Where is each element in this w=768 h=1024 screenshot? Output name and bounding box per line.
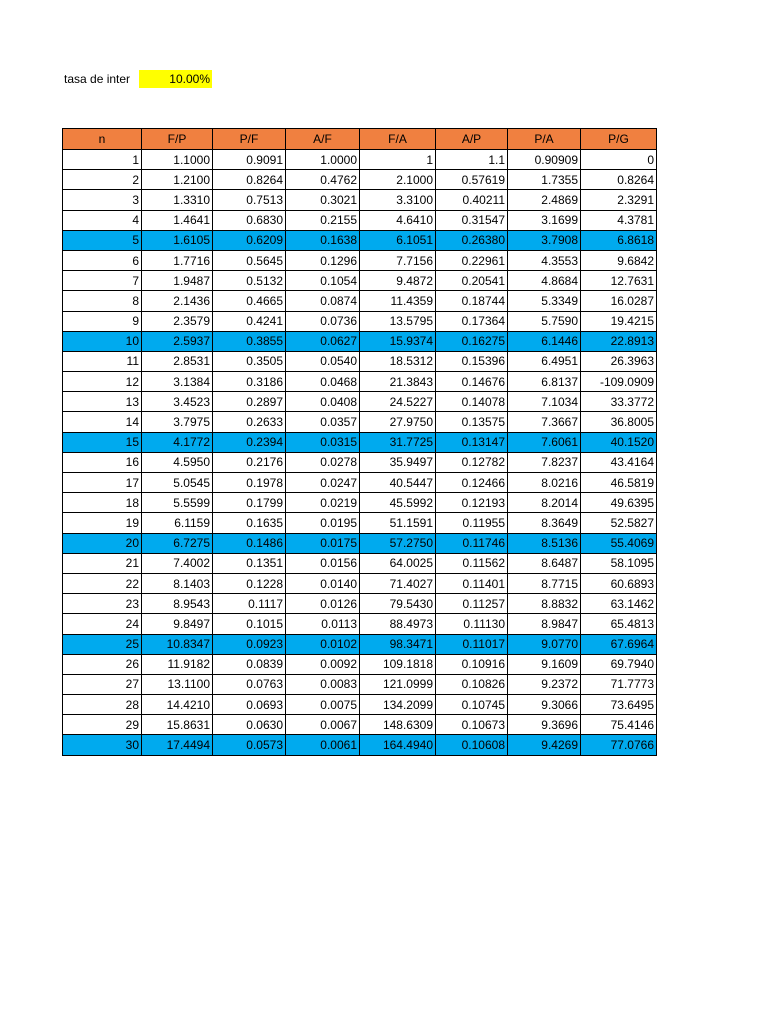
table-cell[interactable]: 15.8631 [142,715,213,735]
table-cell[interactable]: 0.0113 [286,614,360,634]
table-cell[interactable]: 9.8497 [142,614,213,634]
table-cell[interactable]: 7.1034 [508,392,581,412]
table-header-row [63,129,657,150]
table-cell[interactable]: 15 [63,432,142,452]
table-cell[interactable]: 40.1520 [581,432,657,452]
table-cell[interactable]: 164.4940 [360,735,436,755]
table-cell[interactable]: 60.6893 [581,573,657,593]
table-cell[interactable]: 5.3349 [508,291,581,311]
table-row [63,614,657,634]
table-cell[interactable]: 0.10608 [436,735,508,755]
table-cell[interactable]: 3.7908 [508,230,581,250]
table-cell[interactable]: 14 [63,412,142,432]
table-cell[interactable]: 0.1296 [286,250,360,270]
table-cell[interactable]: 9.3066 [508,695,581,715]
table-row [63,351,657,371]
table-cell[interactable]: 0.10745 [436,695,508,715]
table-cell[interactable]: 0.1638 [286,230,360,250]
table-cell[interactable]: 3.4523 [142,392,213,412]
table-cell[interactable]: 8.9543 [142,594,213,614]
table-cell[interactable]: 0.0357 [286,412,360,432]
table-row [63,715,657,735]
table-cell[interactable]: 0.20541 [436,271,508,291]
table-cell[interactable]: 46.5819 [581,473,657,493]
table-cell[interactable]: 18 [63,493,142,513]
table-cell[interactable]: 6.1051 [360,230,436,250]
table-cell[interactable]: 0.0923 [213,634,286,654]
table-cell[interactable]: 3.3100 [360,190,436,210]
table-cell[interactable]: 0.2897 [213,392,286,412]
table-cell[interactable]: 3.1699 [508,210,581,230]
table-cell[interactable]: 11.4359 [360,291,436,311]
table-row [63,452,657,472]
table-cell[interactable]: 1.3310 [142,190,213,210]
table-cell[interactable]: 0.4665 [213,291,286,311]
table-cell[interactable]: 52.5827 [581,513,657,533]
table-cell[interactable]: 0.12193 [436,493,508,513]
table-row [63,634,657,654]
table-cell[interactable]: 0.0630 [213,715,286,735]
table-cell[interactable]: 11 [63,351,142,371]
table-cell[interactable]: 8 [63,291,142,311]
table-cell[interactable]: 69.7940 [581,654,657,674]
table-cell[interactable]: 6 [63,250,142,270]
table-cell[interactable]: 21.3843 [360,372,436,392]
table-cell[interactable]: 0.11955 [436,513,508,533]
table-cell[interactable]: 2 [63,170,142,190]
table-row [63,190,657,210]
table-row [63,432,657,452]
table-cell[interactable]: 57.2750 [360,533,436,553]
table-cell[interactable]: 9.4269 [508,735,581,755]
table-cell[interactable]: 21 [63,553,142,573]
table-cell[interactable]: 0.0083 [286,674,360,694]
table-cell[interactable]: 3.1384 [142,372,213,392]
table-cell[interactable]: 0.16275 [436,331,508,351]
table-cell[interactable]: 0.0102 [286,634,360,654]
table-cell[interactable]: 148.6309 [360,715,436,735]
table-cell[interactable]: 8.6487 [508,553,581,573]
table-cell[interactable]: 4.3553 [508,250,581,270]
table-cell[interactable]: 0.15396 [436,351,508,371]
table-cell[interactable]: 1.6105 [142,230,213,250]
table-cell[interactable]: 64.0025 [360,553,436,573]
table-cell[interactable]: 0.0092 [286,654,360,674]
table-cell[interactable]: 43.4164 [581,452,657,472]
table-cell[interactable]: 23 [63,594,142,614]
table-cell[interactable]: 0.0693 [213,695,286,715]
table-cell[interactable]: 9 [63,311,142,331]
table-cell[interactable]: 0.0156 [286,553,360,573]
table-cell[interactable]: 1.0000 [286,150,360,170]
table-cell[interactable]: 8.2014 [508,493,581,513]
table-cell[interactable]: 0.1015 [213,614,286,634]
table-row [63,735,657,755]
table-cell[interactable]: 8.5136 [508,533,581,553]
table-cell[interactable]: 6.8618 [581,230,657,250]
table-cell[interactable]: 16.0287 [581,291,657,311]
table-cell[interactable]: 1.7355 [508,170,581,190]
table-cell[interactable]: 8.0216 [508,473,581,493]
table-cell[interactable]: 98.3471 [360,634,436,654]
table-cell[interactable]: 0.0468 [286,372,360,392]
table-cell[interactable]: 0.11746 [436,533,508,553]
table-cell[interactable]: 30 [63,735,142,755]
table-cell[interactable]: 24.5227 [360,392,436,412]
table-cell[interactable]: 0.6830 [213,210,286,230]
table-cell[interactable]: 22 [63,573,142,593]
table-cell[interactable]: 9.6842 [581,250,657,270]
table-cell[interactable]: 9.3696 [508,715,581,735]
table-cell[interactable]: 8.1403 [142,573,213,593]
table-cell[interactable]: 5 [63,230,142,250]
table-row [63,372,657,392]
table-cell[interactable]: 58.1095 [581,553,657,573]
table-cell[interactable]: 7.7156 [360,250,436,270]
table-cell[interactable]: 0.1117 [213,594,286,614]
table-cell[interactable]: 2.1000 [360,170,436,190]
table-cell[interactable]: 7.4002 [142,553,213,573]
table-cell[interactable]: 13.1100 [142,674,213,694]
table-row [63,412,657,432]
table-cell[interactable]: 0.0315 [286,432,360,452]
table-cell[interactable]: 29 [63,715,142,735]
table-cell[interactable]: 0.0075 [286,695,360,715]
table-cell[interactable]: 17 [63,473,142,493]
table-row [63,311,657,331]
table-cell[interactable]: 0.3505 [213,351,286,371]
table-cell[interactable]: 0.0195 [286,513,360,533]
table-cell[interactable]: 0.3855 [213,331,286,351]
table-cell[interactable]: 0.90909 [508,150,581,170]
table-cell[interactable]: 7.6061 [508,432,581,452]
table-cell[interactable]: 0.14676 [436,372,508,392]
table-cell[interactable]: 0.2394 [213,432,286,452]
column-header-a-f[interactable]: A/F [286,129,360,150]
table-row [63,250,657,270]
table-cell[interactable]: 20 [63,533,142,553]
table-cell[interactable]: 12.7631 [581,271,657,291]
table-cell[interactable]: 134.2099 [360,695,436,715]
column-header-a-p[interactable]: A/P [436,129,508,150]
table-cell[interactable]: 45.5992 [360,493,436,513]
table-row [63,291,657,311]
table-cell[interactable]: 17.4494 [142,735,213,755]
table-cell[interactable]: 0.9091 [213,150,286,170]
column-header-p-f[interactable]: P/F [213,129,286,150]
table-cell[interactable]: 0.2155 [286,210,360,230]
table-cell[interactable]: 18.5312 [360,351,436,371]
table-cell[interactable]: 31.7725 [360,432,436,452]
table-row [63,594,657,614]
table-cell[interactable]: 4.6410 [360,210,436,230]
table-cell[interactable]: 4 [63,210,142,230]
table-cell[interactable]: 0.0573 [213,735,286,755]
table-cell[interactable]: 65.4813 [581,614,657,634]
table-cell[interactable]: 0.0126 [286,594,360,614]
table-cell[interactable]: 51.1591 [360,513,436,533]
table-cell[interactable]: 1.9487 [142,271,213,291]
interest-rate-label: tasa de inter [64,72,131,86]
table-cell[interactable]: 0.0408 [286,392,360,412]
table-cell[interactable]: 0.1486 [213,533,286,553]
table-cell[interactable]: 0.0839 [213,654,286,674]
table-cell[interactable]: 0.0219 [286,493,360,513]
table-cell[interactable]: 9.0770 [508,634,581,654]
table-cell[interactable]: 0.11401 [436,573,508,593]
table-cell[interactable]: 0.14078 [436,392,508,412]
table-cell[interactable]: 73.6495 [581,695,657,715]
table-cell[interactable]: 0.4241 [213,311,286,331]
table-cell[interactable]: 3 [63,190,142,210]
interest-rate-value[interactable]: 10.00% [139,70,212,88]
table-cell[interactable]: 1.2100 [142,170,213,190]
table-cell[interactable]: 49.6395 [581,493,657,513]
table-cell[interactable]: 5.7590 [508,311,581,331]
table-cell[interactable]: 7.3667 [508,412,581,432]
table-cell[interactable]: 0.8264 [213,170,286,190]
interest-factor-table [62,128,657,756]
table-row [63,473,657,493]
table-cell[interactable]: 63.1462 [581,594,657,614]
table-cell[interactable]: 2.8531 [142,351,213,371]
column-header-f-p[interactable]: F/P [142,129,213,150]
table-cell[interactable]: 0.13575 [436,412,508,432]
table-cell[interactable]: 3.7975 [142,412,213,432]
table-cell[interactable]: 0.12466 [436,473,508,493]
table-cell[interactable]: 0.57619 [436,170,508,190]
table-cell[interactable]: 0.12782 [436,452,508,472]
table-cell[interactable]: 27.9750 [360,412,436,432]
table-cell[interactable]: 0.11017 [436,634,508,654]
table-cell[interactable]: 4.5950 [142,452,213,472]
table-cell[interactable]: 5.5599 [142,493,213,513]
table-cell[interactable]: 71.7773 [581,674,657,694]
table-cell[interactable]: 8.8832 [508,594,581,614]
table-cell[interactable]: 0.40211 [436,190,508,210]
table-row [63,150,657,170]
table-cell[interactable]: 0.0627 [286,331,360,351]
table-cell[interactable]: 4.8684 [508,271,581,291]
table-cell[interactable]: 88.4973 [360,614,436,634]
table-cell[interactable]: 36.8005 [581,412,657,432]
table-cell[interactable]: 0.10916 [436,654,508,674]
table-cell[interactable]: 1.1 [436,150,508,170]
table-cell[interactable]: 0.8264 [581,170,657,190]
table-cell[interactable]: 0.1635 [213,513,286,533]
table-row [63,573,657,593]
table-cell[interactable]: 6.1446 [508,331,581,351]
table-cell[interactable]: 6.8137 [508,372,581,392]
table-cell[interactable]: 0.2176 [213,452,286,472]
table-cell[interactable]: 0.10673 [436,715,508,735]
table-cell[interactable]: 28 [63,695,142,715]
table-cell[interactable]: 0.0874 [286,291,360,311]
table-cell[interactable]: 109.1818 [360,654,436,674]
table-cell[interactable]: 24 [63,614,142,634]
table-cell[interactable]: 79.5430 [360,594,436,614]
table-row [63,513,657,533]
table-cell[interactable]: 0.0140 [286,573,360,593]
table-cell[interactable]: 0.3021 [286,190,360,210]
table-cell[interactable]: 2.3291 [581,190,657,210]
table-cell[interactable]: 0.0061 [286,735,360,755]
table-cell[interactable]: 0.0540 [286,351,360,371]
table-cell[interactable]: 0.0175 [286,533,360,553]
table-cell[interactable]: 0.1054 [286,271,360,291]
table-cell[interactable]: 0.5645 [213,250,286,270]
table-row [63,170,657,190]
table-cell[interactable]: 0.7513 [213,190,286,210]
table-cell[interactable]: 1.7716 [142,250,213,270]
table-cell[interactable]: 2.5937 [142,331,213,351]
column-header-p-a[interactable]: P/A [508,129,581,150]
table-cell[interactable]: 19 [63,513,142,533]
table-cell[interactable]: 2.1436 [142,291,213,311]
table-row [63,695,657,715]
column-header-f-a[interactable]: F/A [360,129,436,150]
table-cell[interactable]: 0.0067 [286,715,360,735]
table-cell[interactable]: 0.18744 [436,291,508,311]
table-cell[interactable]: 12 [63,372,142,392]
table-cell[interactable]: 7 [63,271,142,291]
table-cell[interactable]: 2.4869 [508,190,581,210]
table-cell[interactable]: 9.2372 [508,674,581,694]
table-cell[interactable]: 0.10826 [436,674,508,694]
table-cell[interactable]: 0.0736 [286,311,360,331]
table-cell[interactable]: 26 [63,654,142,674]
table-body [63,150,657,756]
table-cell[interactable]: 5.0545 [142,473,213,493]
table-cell[interactable]: 9.4872 [360,271,436,291]
table-cell[interactable]: 1.4641 [142,210,213,230]
table-row [63,674,657,694]
table-cell[interactable]: -109.0909 [581,372,657,392]
table-cell[interactable]: 6.7275 [142,533,213,553]
table-cell[interactable]: 10 [63,331,142,351]
table-cell[interactable]: 1.1000 [142,150,213,170]
table-row [63,493,657,513]
table-cell[interactable]: 0.2633 [213,412,286,432]
table-row [63,271,657,291]
table-row [63,533,657,553]
table-row [63,331,657,351]
table-cell[interactable]: 0.31547 [436,210,508,230]
table-cell[interactable]: 35.9497 [360,452,436,472]
table-cell[interactable]: 0.26380 [436,230,508,250]
table-cell[interactable]: 13.5795 [360,311,436,331]
table-cell[interactable]: 0.1978 [213,473,286,493]
table-cell[interactable]: 26.3963 [581,351,657,371]
table-cell[interactable]: 4.1772 [142,432,213,452]
table-row [63,230,657,250]
table-cell[interactable]: 6.1159 [142,513,213,533]
table-cell[interactable]: 75.4146 [581,715,657,735]
column-header-n[interactable]: n [63,129,142,150]
table-cell[interactable]: 0.11257 [436,594,508,614]
table-cell[interactable]: 55.4069 [581,533,657,553]
table-cell[interactable]: 0.0763 [213,674,286,694]
table-cell[interactable]: 0.0247 [286,473,360,493]
table-cell[interactable]: 11.9182 [142,654,213,674]
table-cell[interactable]: 22.8913 [581,331,657,351]
table-cell[interactable]: 14.4210 [142,695,213,715]
table-cell[interactable]: 16 [63,452,142,472]
table-row [63,392,657,412]
table-cell[interactable]: 9.1609 [508,654,581,674]
table-cell[interactable]: 1 [360,150,436,170]
table-cell[interactable]: 0.6209 [213,230,286,250]
table-cell[interactable]: 33.3772 [581,392,657,412]
table-cell[interactable]: 8.7715 [508,573,581,593]
table-row [63,654,657,674]
table-cell[interactable]: 19.4215 [581,311,657,331]
table-cell[interactable]: 0.17364 [436,311,508,331]
table-cell[interactable]: 0.4762 [286,170,360,190]
column-header-p-g[interactable]: P/G [581,129,657,150]
table-cell[interactable]: 71.4027 [360,573,436,593]
table-cell[interactable]: 0.3186 [213,372,286,392]
table-cell[interactable]: 0.13147 [436,432,508,452]
table-row [63,553,657,573]
table-cell[interactable]: 27 [63,674,142,694]
table-cell[interactable]: 15.9374 [360,331,436,351]
table-row [63,210,657,230]
table-cell[interactable]: 0.1228 [213,573,286,593]
table-cell[interactable]: 67.6964 [581,634,657,654]
table-cell[interactable]: 40.5447 [360,473,436,493]
table-cell[interactable]: 0.11130 [436,614,508,634]
table-cell[interactable]: 25 [63,634,142,654]
table-cell[interactable]: 8.9847 [508,614,581,634]
table-cell[interactable]: 6.4951 [508,351,581,371]
table-cell[interactable]: 0 [581,150,657,170]
table-cell[interactable]: 10.8347 [142,634,213,654]
table-cell[interactable]: 13 [63,392,142,412]
table-cell[interactable]: 1 [63,150,142,170]
table-cell[interactable]: 2.3579 [142,311,213,331]
table-cell[interactable]: 0.22961 [436,250,508,270]
table-cell[interactable]: 77.0766 [581,735,657,755]
table-cell[interactable]: 0.11562 [436,553,508,573]
table-cell[interactable]: 7.8237 [508,452,581,472]
table-cell[interactable]: 0.0278 [286,452,360,472]
table-cell[interactable]: 0.1351 [213,553,286,573]
table-cell[interactable]: 8.3649 [508,513,581,533]
table-cell[interactable]: 0.5132 [213,271,286,291]
table-cell[interactable]: 0.1799 [213,493,286,513]
table-cell[interactable]: 121.0999 [360,674,436,694]
table-cell[interactable]: 4.3781 [581,210,657,230]
